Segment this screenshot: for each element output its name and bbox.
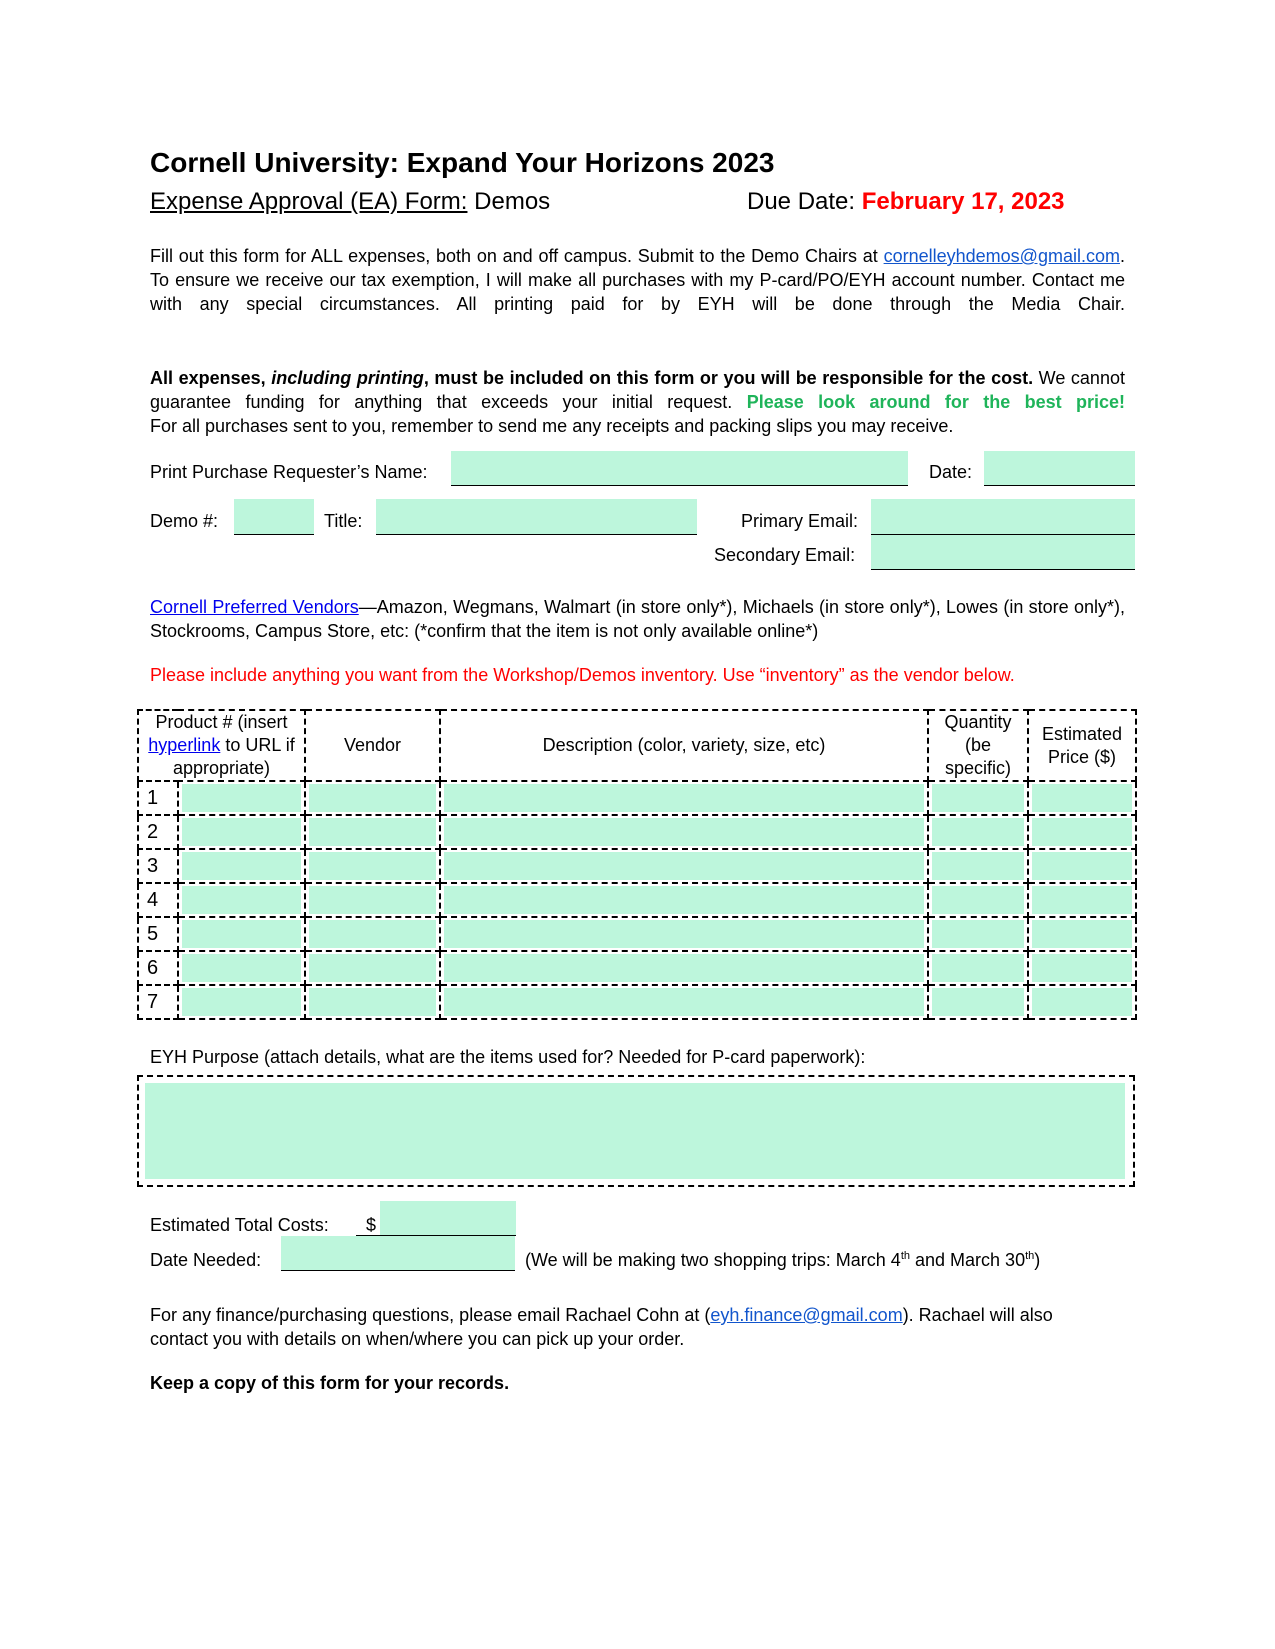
quantity-cell[interactable] — [928, 985, 1028, 1019]
title-label: Title: — [324, 511, 363, 531]
due-date-label: Due Date: — [747, 188, 856, 215]
eyh-purpose-label: EYH Purpose (attach details, what are the items used for? Needed for P-card paperwork): — [150, 1047, 866, 1067]
notice-bold-1: All expenses, — [150, 368, 266, 388]
secondary-email-label: Secondary Email: — [714, 545, 856, 565]
contact-text-2: ). Rachael will also contact you with details on when/where you can pick up your order. — [150, 1305, 1053, 1349]
row-number: 2 — [138, 815, 178, 849]
row-number: 6 — [138, 951, 178, 985]
vendor-cell[interactable] — [305, 815, 440, 849]
col-header-description: Description (color, variety, size, etc) — [440, 710, 928, 781]
product-cell[interactable] — [178, 917, 305, 951]
quantity-cell[interactable] — [928, 951, 1028, 985]
row-number: 4 — [138, 883, 178, 917]
form-label: Expense Approval (EA) Form: — [150, 188, 468, 215]
description-cell[interactable] — [440, 883, 928, 917]
col-product-text-1: Product # (insert — [155, 712, 288, 732]
currency-symbol: $ — [366, 1215, 377, 1235]
price-cell[interactable] — [1028, 917, 1136, 951]
price-cell[interactable] — [1028, 781, 1136, 815]
intro-text-2: . To ensure we receive our tax exemption, I will make all purchases with my P-card/PO/EYH account number. Contact me with any special circumstances. All printing paid for by EYH will be done through the Media Chair. — [150, 246, 1125, 314]
product-cell[interactable] — [178, 883, 305, 917]
description-cell[interactable] — [440, 849, 928, 883]
finance-email-link[interactable]: eyh.finance@gmail.com — [710, 1305, 903, 1325]
preferred-vendors-link[interactable]: Cornell Preferred Vendors — [150, 597, 359, 617]
page-title: Cornell University: Expand Your Horizons 2023 — [150, 147, 775, 178]
description-cell[interactable] — [440, 781, 928, 815]
hyperlink-link[interactable]: hyperlink — [148, 735, 221, 755]
price-cell[interactable] — [1028, 951, 1136, 985]
preferred-vendors-text: —Amazon, Wegmans, Walmart (in store only*), Michaels (in store only*), Lowes (in store only*), Stockrooms, Campus Store, etc: (*confirm that the item is not only available online*) — [150, 597, 1126, 641]
vendor-cell[interactable] — [305, 951, 440, 985]
product-cell[interactable] — [178, 815, 305, 849]
vendor-cell[interactable] — [305, 917, 440, 951]
title-input[interactable] — [376, 499, 697, 535]
form-type: Demos — [474, 188, 551, 215]
finance-contact-paragraph — [150, 1303, 1090, 1351]
table-row — [138, 781, 1136, 815]
table-row — [138, 951, 1136, 985]
notice-normal-1: We cannot guarantee funding for anything that exceeds your initial request. — [150, 368, 1125, 412]
trips-sup-1: th — [900, 1250, 911, 1262]
date-input[interactable] — [984, 451, 1135, 486]
shopping-trips-note — [525, 1250, 1040, 1271]
table-row — [138, 883, 1136, 917]
form-subtitle — [150, 188, 550, 216]
due-date-value: February 17, 2023 — [861, 188, 1065, 215]
table-row — [138, 815, 1136, 849]
product-cell[interactable] — [178, 985, 305, 1019]
expense-notice — [150, 366, 1125, 438]
quantity-cell[interactable] — [928, 815, 1028, 849]
price-cell[interactable] — [1028, 883, 1136, 917]
primary-email-label: Primary Email: — [741, 511, 859, 531]
quantity-cell[interactable] — [928, 849, 1028, 883]
keep-copy-note: Keep a copy of this form for your records. — [150, 1373, 510, 1393]
notice-bold-italic: including printing — [271, 368, 424, 388]
price-cell[interactable] — [1028, 849, 1136, 883]
intro-paragraph — [150, 244, 1125, 316]
table-row — [138, 849, 1136, 883]
date-label: Date: — [929, 462, 973, 482]
vendor-cell[interactable] — [305, 883, 440, 917]
row-number: 5 — [138, 917, 178, 951]
col-product-text-2: to URL if appropriate) — [172, 735, 295, 778]
secondary-email-input[interactable] — [871, 535, 1135, 570]
trips-text-3: ) — [1034, 1250, 1041, 1270]
description-cell[interactable] — [440, 985, 928, 1019]
demo-number-label: Demo #: — [150, 511, 219, 531]
trips-text-1: (We will be making two shopping trips: March 4 — [525, 1250, 901, 1270]
contact-text-1: For any finance/purchasing questions, please email Rachael Cohn at ( — [150, 1305, 711, 1325]
vendor-cell[interactable] — [305, 985, 440, 1019]
eyh-purpose-box — [137, 1075, 1135, 1187]
col-header-product — [138, 710, 305, 781]
vendor-cell[interactable] — [305, 849, 440, 883]
receipts-note: For all purchases sent to you, remember to send me any receipts and packing slips you may receive. — [150, 416, 954, 436]
demo-chairs-email-link[interactable]: cornelleyhdemos@gmail.com — [883, 246, 1120, 266]
product-cell[interactable] — [178, 849, 305, 883]
eyh-purpose-input[interactable] — [145, 1083, 1125, 1179]
quantity-cell[interactable] — [928, 917, 1028, 951]
row-number: 3 — [138, 849, 178, 883]
table-row — [138, 985, 1136, 1019]
preferred-vendors-paragraph — [150, 595, 1125, 643]
description-cell[interactable] — [440, 815, 928, 849]
price-cell[interactable] — [1028, 815, 1136, 849]
product-cell[interactable] — [178, 781, 305, 815]
row-number: 7 — [138, 985, 178, 1019]
vendor-cell[interactable] — [305, 781, 440, 815]
requester-name-input[interactable] — [451, 451, 908, 486]
trips-text-2: and March 30 — [910, 1250, 1026, 1270]
due-date-line — [747, 188, 1065, 216]
quantity-cell[interactable] — [928, 883, 1028, 917]
estimated-total-label: Estimated Total Costs: — [150, 1215, 329, 1235]
price-cell[interactable] — [1028, 985, 1136, 1019]
col-header-quantity: Quantity (be specific) — [928, 710, 1028, 781]
notice-line — [150, 366, 1125, 414]
estimated-total-input[interactable] — [380, 1201, 516, 1235]
date-needed-label: Date Needed: — [150, 1250, 262, 1270]
row-number: 1 — [138, 781, 178, 815]
best-price-note: Please look around for the best price! — [746, 392, 1125, 412]
col-header-price: Estimated Price ($) — [1028, 710, 1136, 781]
table-header-row — [138, 710, 1136, 781]
description-cell[interactable] — [440, 917, 928, 951]
items-table — [137, 709, 1137, 1020]
requester-name-label: Print Purchase Requester’s Name: — [150, 462, 428, 482]
quantity-cell[interactable] — [928, 781, 1028, 815]
product-cell[interactable] — [178, 951, 305, 985]
date-needed-input[interactable] — [281, 1236, 515, 1271]
table-row — [138, 917, 1136, 951]
demo-number-input[interactable] — [234, 499, 314, 535]
trips-sup-2: th — [1025, 1250, 1035, 1262]
inventory-note: Please include anything you want from the Workshop/Demos inventory. Use “inventory” as the vendor below. — [150, 665, 1015, 685]
primary-email-input[interactable] — [871, 499, 1135, 535]
intro-text-1: Fill out this form for ALL expenses, both on and off campus. Submit to the Demo Chairs at — [150, 246, 878, 266]
description-cell[interactable] — [440, 951, 928, 985]
notice-bold-2: , must be included on this form or you will be responsible for the cost. — [423, 368, 1034, 388]
estimated-total-field — [356, 1201, 516, 1236]
col-header-vendor: Vendor — [305, 710, 440, 781]
